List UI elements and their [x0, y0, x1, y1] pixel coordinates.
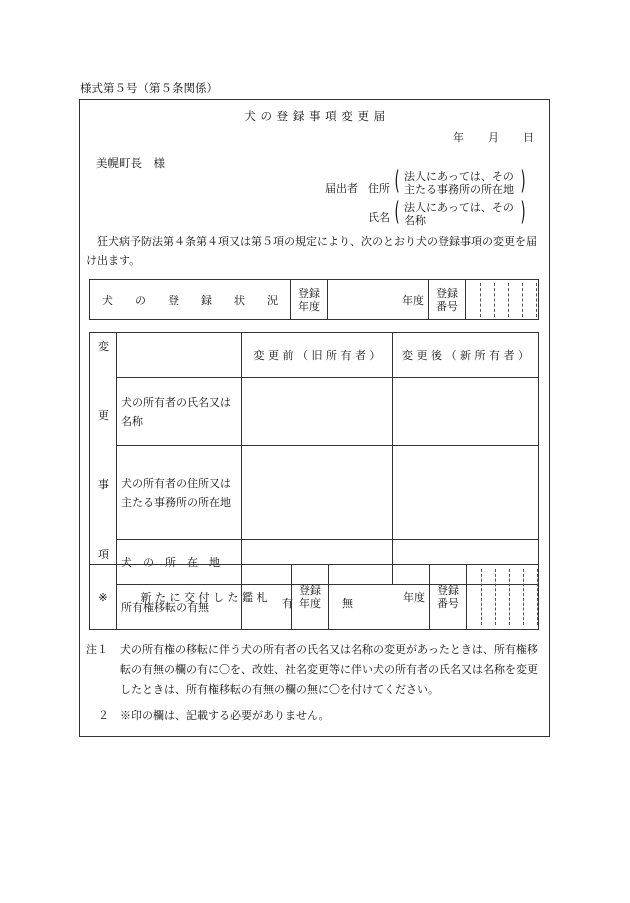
tag-number-header: 登録 番号 — [430, 565, 467, 630]
transfer-yes-option[interactable]: 有 — [282, 596, 293, 610]
address-note: 法人にあっては、その 主たる事務所の所在地 — [404, 170, 514, 196]
tag-year-field[interactable]: 年度 — [329, 565, 430, 630]
digit-divider — [536, 283, 537, 317]
header-before-change: 変 更 前 （ 旧 所 有 者 ） — [242, 333, 393, 378]
new-tag-label: 新 た に 交 付 し た 鑑 札 — [117, 565, 292, 630]
owner-address-after-field[interactable] — [393, 446, 539, 540]
name-label: 氏名 — [368, 211, 390, 224]
address-label: 住所 — [368, 182, 390, 195]
date-year-label: 年 — [453, 131, 464, 144]
side-char: 更 — [98, 409, 109, 422]
note-1-text: 犬の所有権の移転に伴う犬の所有者の氏名又は名称の変更があったときは、所有権移転の有無の欄の有に〇を、改姓、社名変更等に伴い犬の所有者の氏名又は名称を変更したときは、所有権移転の有無の欄の無に〇を付けてください。 — [120, 643, 538, 696]
left-paren-icon: ( — [394, 166, 400, 196]
registration-year-field[interactable]: 年度 — [328, 280, 429, 320]
date-month-label: 月 — [488, 131, 499, 144]
addressee: 美幌町長 様 — [96, 156, 165, 170]
registration-status-label: 犬 の 登 録 状 況 — [90, 280, 291, 320]
digit-divider — [494, 283, 495, 317]
owner-name-after-field[interactable] — [393, 378, 539, 446]
registration-number-field[interactable] — [466, 280, 539, 320]
digit-divider — [523, 569, 524, 625]
right-paren-icon: ) — [520, 166, 526, 196]
tag-year-header: 登録 年度 — [292, 565, 329, 630]
side-char: 変 — [98, 340, 109, 353]
digit-divider — [495, 569, 496, 625]
note-2-number: ２ — [98, 709, 109, 722]
transfer-label: 所有権移転の有無 — [117, 584, 242, 629]
left-paren-icon: ( — [394, 197, 400, 227]
digit-divider — [537, 569, 538, 625]
side-char: 項 — [98, 548, 109, 561]
registration-year-header: 登録 年度 — [291, 280, 328, 320]
owner-address-before-field[interactable] — [242, 446, 393, 540]
registration-status-table — [89, 279, 539, 320]
owner-name-label: 犬の所有者の氏名又は名称 — [117, 378, 242, 446]
digit-divider — [508, 283, 509, 317]
registration-number-header: 登録 番号 — [429, 280, 466, 320]
digit-divider — [481, 569, 482, 625]
side-char: 事 — [98, 478, 109, 491]
transfer-no-option[interactable]: 無 — [342, 596, 353, 610]
header-blank-cell — [117, 333, 242, 378]
date-day-label: 日 — [523, 131, 534, 144]
digit-divider — [522, 283, 523, 317]
right-paren-icon: ) — [520, 197, 526, 227]
owner-name-before-field[interactable] — [242, 378, 393, 446]
digit-divider — [509, 569, 510, 625]
notifier-label: 届出者 — [325, 182, 358, 195]
owner-address-label: 犬の所有者の住所又は主たる事務所の所在地 — [117, 446, 242, 540]
header-after-change: 変 更 後 （ 新 所 有 者 ） — [393, 333, 539, 378]
statement-text: 狂犬病予防法第４条第４項又は第５項の規定により、次のとおり犬の登録事項の変更を届け出ます。 — [86, 235, 537, 267]
note-1-prefix: 注１ — [86, 643, 108, 656]
digit-divider — [480, 283, 481, 317]
form-title: 犬 の 登 録 事 項 変 更 届 — [244, 109, 386, 123]
name-note: 法人にあっては、その 名称 — [404, 201, 514, 227]
tag-number-field[interactable] — [467, 565, 539, 630]
dog-location-label: 犬 の 所 在 地 — [117, 539, 242, 584]
new-tag-table — [89, 564, 539, 630]
mark-cell: ※ — [90, 565, 117, 630]
note-2-text: ※印の欄は、記載する必要がありません。 — [120, 709, 330, 722]
form-number-label: 様式第５号（第５条関係） — [80, 81, 218, 95]
